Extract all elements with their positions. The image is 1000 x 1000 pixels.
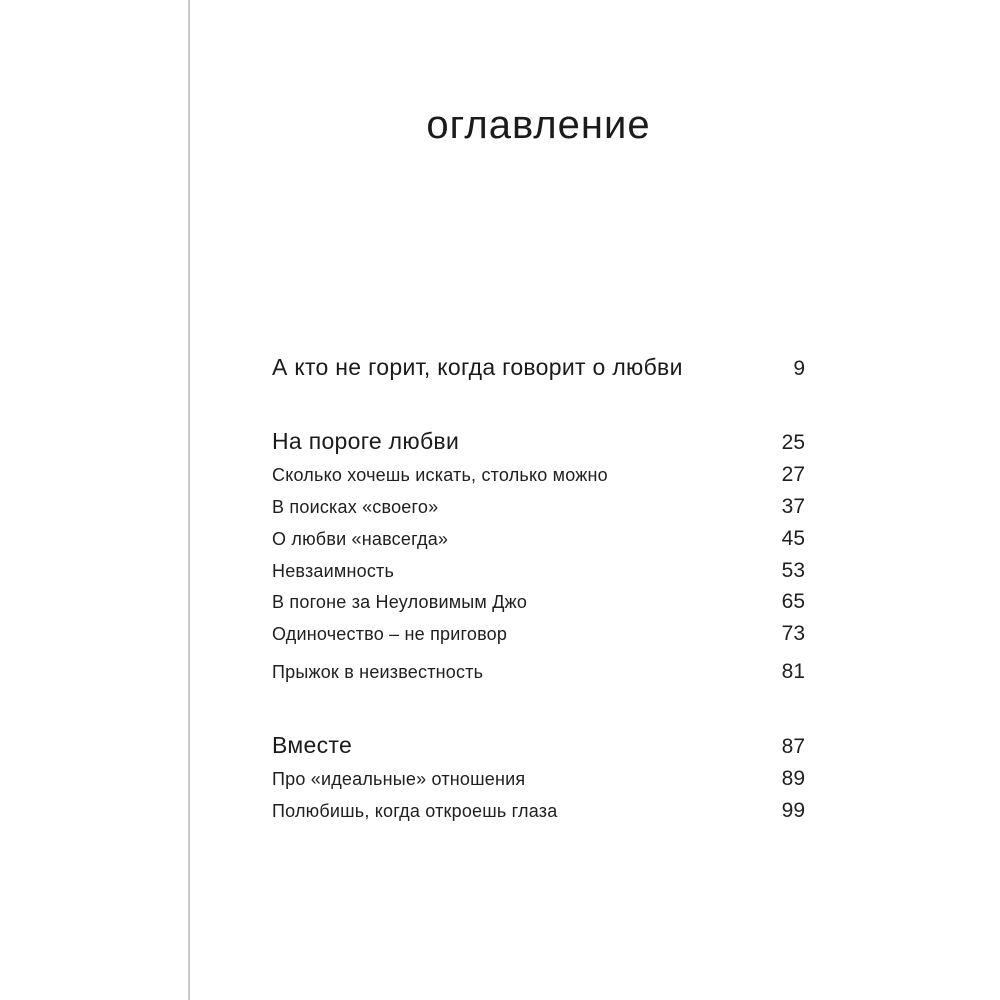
toc-entry-label: Одиночество – не приговор [272,624,508,644]
toc-entry-label: Полюбишь, когда откроешь глаза [272,801,558,821]
toc-entry-page-number: 87 [781,735,805,758]
toc-entry-label: На пороге любви [272,428,460,454]
toc-entry-page-number: 37 [781,495,805,518]
toc-entry-page-number: 81 [781,660,805,683]
toc-entry-page-number: 89 [781,767,805,790]
toc-entry-label: Вместе [272,732,353,758]
toc-entry-page-number: 25 [781,431,805,454]
toc-entry-label: Про «идеальные» отношения [272,769,526,789]
toc-entry-label: Сколько хочешь искать, столько можно [272,465,608,485]
page-title: оглавление [426,103,651,147]
toc-entry-label: В поисках «своего» [272,497,439,517]
toc-entry [272,799,805,823]
toc-entry [272,590,805,614]
toc-entry [272,767,805,791]
toc-entry [272,559,805,583]
toc-entry [272,660,805,684]
toc-entry-label: Невзаимность [272,561,395,581]
toc-entry [272,463,805,487]
toc-entry-page-number: 53 [781,559,805,582]
toc-entry-page-number: 45 [781,527,805,550]
page-edge-line [188,0,190,1000]
toc-entry-label: Прыжок в неизвестность [272,662,484,682]
toc-entry-page-number: 9 [793,357,805,380]
toc-entry-page-number: 27 [781,463,805,486]
toc-entry-label: А кто не горит, когда говорит о любви [272,354,683,380]
toc-entry-page-number: 73 [781,622,805,645]
toc-entry [272,731,805,761]
toc-entry [272,527,805,551]
toc-entry-label: О любви «навсегда» [272,529,449,549]
toc-entry [272,622,805,646]
toc-entry [272,427,805,457]
toc-entry-label: В погоне за Неуловимым Джо [272,592,528,612]
toc-entry [272,495,805,519]
toc-entry-page-number: 99 [781,799,805,822]
toc-entry [272,353,805,383]
toc-entry-page-number: 65 [781,590,805,613]
